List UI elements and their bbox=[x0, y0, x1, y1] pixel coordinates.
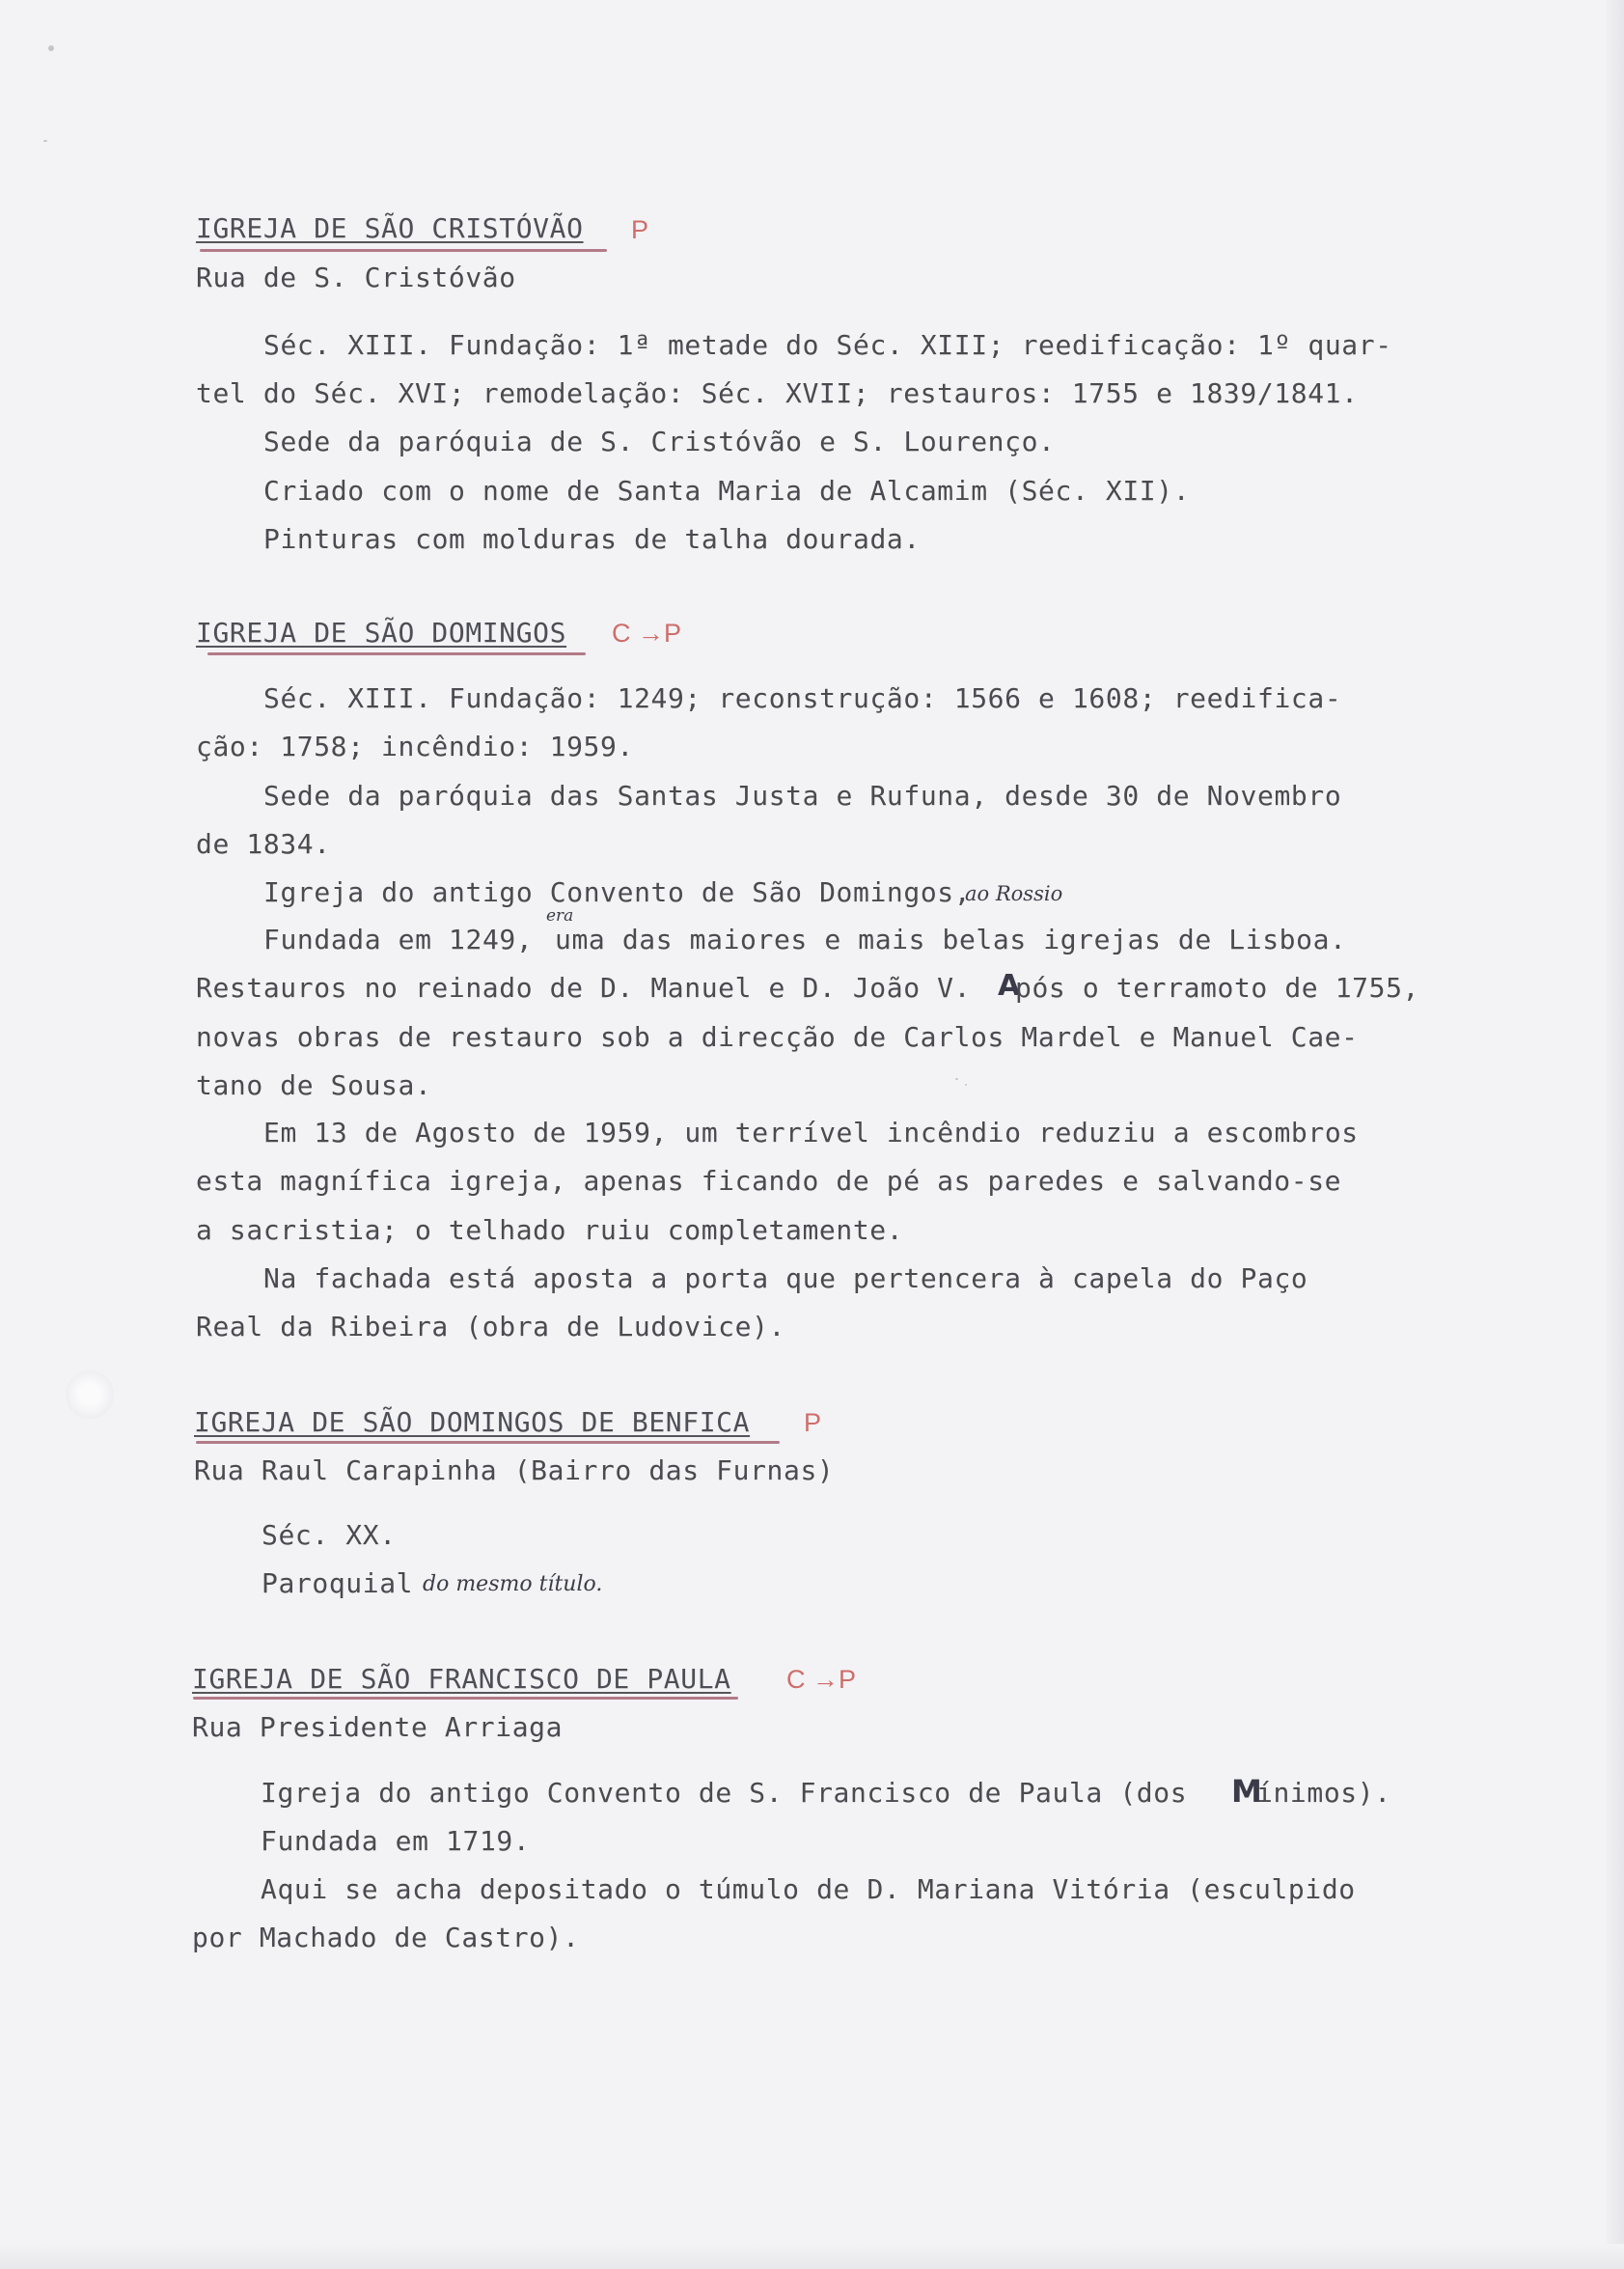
body-line: ínimos). bbox=[1256, 1777, 1391, 1809]
address-line: Rua Presidente Arriaga bbox=[192, 1711, 564, 1743]
classification-mark: P bbox=[804, 1408, 822, 1437]
body-line: por Machado de Castro). bbox=[192, 1922, 580, 1953]
body-line: Pinturas com molduras de talha dourada. bbox=[263, 523, 921, 555]
page-edge-right bbox=[1607, 0, 1624, 2269]
handwritten-letter-m: M bbox=[1231, 1773, 1262, 1810]
body-line: novas obras de restauro sob a direcção de Carlos Mardel e Manuel Cae- bbox=[196, 1021, 1359, 1053]
body-line: de 1834. bbox=[196, 828, 331, 860]
body-line: Séc. XIII. Fundação: 1ª metade do Séc. XIII; reedificação: 1º quar- bbox=[263, 329, 1392, 361]
body-line: Aqui se acha depositado o túmulo de D. Mariana Vitória (esculpido bbox=[261, 1873, 1356, 1905]
section-heading-sao-cristovao: IGREJA DE SÃO CRISTÓVÃO bbox=[196, 212, 584, 244]
body-line: Fundada em 1249, bbox=[263, 924, 534, 955]
body-line: a sacristia; o telhado ruiu completamente. bbox=[196, 1214, 904, 1246]
body-line: esta magnífica igreja, apenas ficando de pé as paredes e salvando-se bbox=[196, 1165, 1342, 1197]
punch-hole-mark bbox=[66, 1370, 114, 1419]
body-line: Na fachada está aposta a porta que pertencera à capela do Paço bbox=[263, 1262, 1308, 1294]
body-line: Paroquial bbox=[261, 1567, 414, 1599]
paper-speck bbox=[965, 1084, 967, 1086]
body-line: Restauros no reinado de D. Manuel e D. João V. bbox=[196, 972, 972, 1004]
body-line: pós o terramoto de 1755, bbox=[1015, 972, 1419, 1004]
body-line: Em 13 de Agosto de 1959, um terrível incêndio reduziu a escombros bbox=[263, 1117, 1359, 1148]
red-underline bbox=[193, 1697, 738, 1700]
body-line: Igreja do antigo Convento de S. Francisco de Paula (dos bbox=[261, 1777, 1204, 1809]
body-line: Séc. XIII. Fundação: 1249; reconstrução: 1566 e 1608; reedifica- bbox=[263, 682, 1342, 714]
address-line: Rua Raul Carapinha (Bairro das Furnas) bbox=[194, 1454, 835, 1486]
section-heading-sao-domingos-de-benfica: IGREJA DE SÃO DOMINGOS DE BENFICA bbox=[194, 1406, 751, 1438]
classification-mark: C →P bbox=[786, 1665, 857, 1694]
classification-mark: C →P bbox=[612, 619, 682, 648]
body-line: Sede da paróquia de S. Cristóvão e S. Lourenço. bbox=[263, 426, 1056, 457]
handwritten-annotation-titulo: do mesmo título. bbox=[423, 1572, 603, 1596]
address-line: Rua de S. Cristóvão bbox=[196, 262, 516, 293]
body-line: tano de Sousa. bbox=[196, 1069, 432, 1101]
paper-speck bbox=[43, 140, 47, 142]
body-line: tel do Séc. XVI; remodelação: Séc. XVII; restauros: 1755 e 1839/1841. bbox=[196, 377, 1359, 409]
red-underline bbox=[196, 1441, 780, 1444]
handwritten-annotation-era: era bbox=[546, 906, 574, 926]
red-underline bbox=[200, 249, 607, 252]
body-line: Criado com o nome de Santa Maria de Alcamim (Séc. XII). bbox=[263, 475, 1191, 507]
body-line: Real da Ribeira (obra de Ludovice). bbox=[196, 1311, 786, 1342]
paper-speck bbox=[48, 45, 54, 51]
body-line: Igreja do antigo Convento de São Domingos, bbox=[263, 876, 972, 908]
body-line: Fundada em 1719. bbox=[261, 1825, 531, 1857]
handwritten-letter-a: A bbox=[998, 969, 1021, 1003]
page-edge-bottom bbox=[0, 2244, 1624, 2269]
body-line: Séc. XX. bbox=[261, 1519, 397, 1551]
section-heading-sao-francisco-de-paula: IGREJA DE SÃO FRANCISCO DE PAULA bbox=[192, 1663, 731, 1695]
body-line: uma das maiores e mais belas igrejas de Lisboa. bbox=[555, 924, 1347, 955]
body-line: Sede da paróquia das Santas Justa e Rufuna, desde 30 de Novembro bbox=[263, 780, 1342, 812]
handwritten-annotation-rossio: ao Rossio bbox=[965, 882, 1063, 905]
red-underline bbox=[207, 652, 586, 655]
classification-mark: P bbox=[631, 215, 649, 244]
paper-speck bbox=[955, 1078, 958, 1080]
section-heading-sao-domingos: IGREJA DE SÃO DOMINGOS bbox=[196, 617, 567, 649]
body-line: ção: 1758; incêndio: 1959. bbox=[196, 731, 634, 762]
